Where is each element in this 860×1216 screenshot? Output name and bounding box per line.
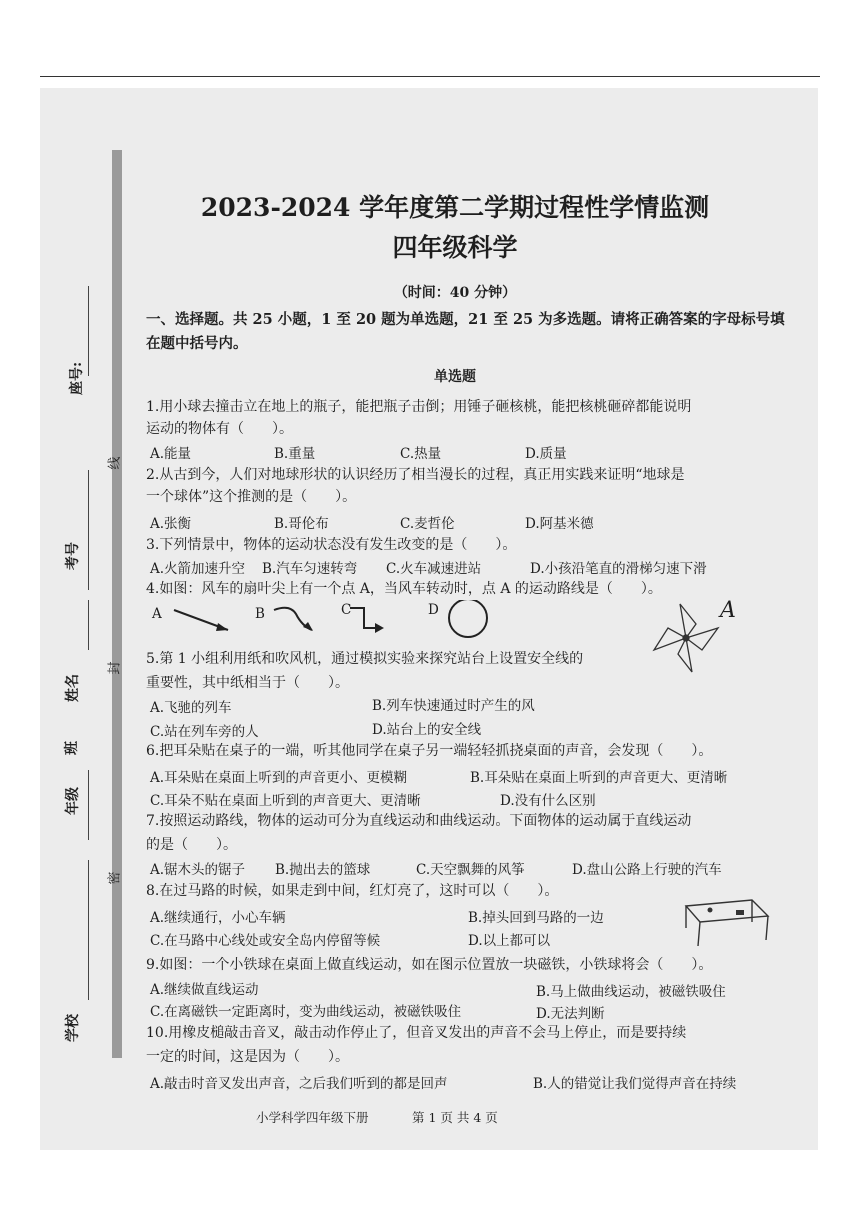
q2-option-d: D.阿基米德: [525, 516, 594, 532]
point-a-label: A: [720, 598, 736, 623]
exam-subtitle: 四年级科学: [392, 233, 518, 262]
q3-option-c: C.火车减速进站: [386, 561, 482, 577]
binding-margin-bar: [112, 150, 122, 1058]
q2-option-a: A.张衡: [150, 516, 192, 532]
footer-course: 小学科学四年级下册: [256, 1110, 369, 1125]
seal-mi: 密: [107, 871, 123, 885]
iron-ball-icon: [708, 908, 713, 913]
q5-option-c: C.站在列车旁的人: [150, 724, 259, 740]
q3-option-a: A.火箭加速升空: [150, 561, 246, 577]
seat-underline: [88, 286, 89, 376]
q4-option-d: D: [428, 602, 439, 618]
q2-option-b: B.哥伦布: [274, 516, 329, 532]
question-8: 8.在过马路的时候，如果走到中间，红灯亮了，这时可以（ ）。: [146, 883, 559, 899]
q1-option-a: A.能量: [150, 446, 192, 462]
q5-option-d: D.站台上的安全线: [372, 722, 482, 738]
q1-option-c: C.热量: [400, 446, 442, 462]
grade-label: 年级: [65, 787, 81, 815]
q3-option-b: B.汽车匀速转弯: [262, 561, 358, 577]
school-underline: [88, 860, 89, 1000]
class-label: 班: [64, 741, 80, 755]
q9-option-b: B.马上做曲线运动，被磁铁吸住: [536, 984, 726, 1000]
table-with-ball-figure: [676, 892, 772, 948]
exam-time: （时间：40 分钟）: [393, 285, 517, 301]
school-label: 学校: [65, 1014, 81, 1042]
seat-label: 座号:: [69, 361, 85, 395]
q5-option-a: A.飞驰的列车: [150, 700, 232, 716]
q10-option-b: B.人的错觉让我们觉得声音在持续: [533, 1076, 737, 1092]
question-1-line-2: 运动的物体有（ ）。: [146, 421, 293, 437]
seal-feng: 封: [107, 661, 123, 675]
question-5-line-1: 5.第 1 小组利用纸和吹风机，通过模拟实验来探究站台上设置安全线的: [146, 651, 584, 667]
q5-option-b: B.列车快速通过时产生的风: [372, 698, 535, 714]
q4-option-c: C: [341, 602, 352, 618]
q7-option-a: A.锯木头的锯子: [150, 862, 246, 878]
footer-page-number: 第 1 页 共 4 页: [412, 1110, 498, 1125]
q7-option-b: B.抛出去的篮球: [275, 862, 371, 878]
seal-xian: 线: [107, 456, 123, 470]
question-10-line-2: 一定的时间，这是因为（ ）。: [146, 1049, 349, 1065]
q7-option-d: D.盘山公路上行驶的汽车: [572, 862, 722, 878]
q6-option-d: D.没有什么区别: [500, 793, 596, 809]
q6-option-c: C.耳朵不贴在桌面上听到的声音更大、更清晰: [150, 793, 421, 809]
question-1-line-1: 1.用小球去撞击立在地上的瓶子，能把瓶子击倒；用锤子砸核桃，能把核桃砸碎都能说明: [146, 399, 692, 415]
section-heading: 单选题: [434, 369, 476, 385]
question-5-line-2: 重要性，其中纸相当于（ ）。: [146, 675, 349, 691]
q8-option-c: C.在马路中心线处或安全岛内停留等候: [150, 933, 381, 949]
q9-option-c: C.在离磁铁一定距离时，变为曲线运动，被磁铁吸住: [150, 1004, 462, 1020]
q9-option-d: D.无法判断: [536, 1006, 605, 1022]
question-3: 3.下列情景中，物体的运动状态没有发生改变的是（ ）。: [146, 537, 517, 553]
exam-no-underline: [88, 470, 89, 590]
q10-option-a: A.敲击时音叉发出声音，之后我们听到的都是回声: [150, 1076, 448, 1092]
question-4: 4.如图：风车的扇叶尖上有一个点 A，当风车转动时，点 A 的运动路线是（ ）。: [146, 581, 662, 597]
section-instructions: 一、选择题。共 25 小题，1 至 20 题为单选题，21 至 25 为多选题。请将正确答案的字母标号填在题中括号内。: [146, 311, 785, 352]
q8-option-d: D.以上都可以: [468, 933, 551, 949]
q3-option-d: D.小孩沿笔直的滑梯匀速下滑: [530, 561, 707, 577]
q8-option-a: A.继续通行，小心车辆: [150, 910, 286, 926]
grade-underline: [88, 770, 89, 840]
path-a-straight-arrow-icon: [174, 610, 228, 631]
q4-option-a: A: [152, 606, 162, 622]
q8-option-b: B.掉头回到马路的一边: [468, 910, 604, 926]
question-6: 6.把耳朵贴在桌子的一端，听其他同学在桌子另一端轻轻抓挠桌面的声音，会发现（ ）。: [146, 743, 713, 759]
path-b-wave-arrow-icon: [274, 608, 313, 631]
q6-option-b: B.耳朵贴在桌面上听到的声音更大、更清晰: [470, 770, 728, 786]
question-7-line-1: 7.按照运动路线，物体的运动可分为直线运动和曲线运动。下面物体的运动属于直线运动: [146, 813, 692, 829]
question-7-line-2: 的是（ ）。: [146, 837, 237, 853]
exam-no-label: 考号: [65, 542, 81, 570]
name-underline: [88, 600, 89, 650]
path-c-step-arrow-icon: [350, 608, 384, 633]
q1-option-d: D.质量: [525, 446, 567, 462]
question-10-line-1: 10.用橡皮槌敲击音叉，敲击动作停止了，但音叉发出的声音不会马上停止，而是要持续: [146, 1025, 687, 1041]
q4-option-b: B: [255, 606, 265, 622]
name-label: 姓名: [65, 674, 81, 702]
q1-option-b: B.重量: [274, 446, 316, 462]
q6-option-a: A.耳朵贴在桌面上听到的声音更小、更模糊: [150, 770, 408, 786]
path-d-circle-icon: [449, 600, 487, 637]
q2-option-c: C.麦哲伦: [400, 516, 455, 532]
q4-path-options-figure: [150, 600, 510, 650]
question-9: 9.如图：一个小铁球在桌面上做直线运动，如在图示位置放一块磁铁，小铁球将会（ ）。: [146, 957, 713, 973]
question-2-line-2: 一个球体”这个推测的是（ ）。: [146, 489, 357, 505]
q7-option-c: C.天空飘舞的风筝: [416, 862, 525, 878]
question-2-line-1: 2.从古到今，人们对地球形状的认识经历了相当漫长的过程，真正用实践来证明“地球是: [146, 467, 685, 483]
magnet-icon: [736, 910, 744, 915]
q9-option-a: A.继续做直线运动: [150, 982, 259, 998]
exam-title: 2023-2024 学年度第二学期过程性学情监测: [200, 193, 710, 222]
top-rule: [40, 76, 820, 77]
